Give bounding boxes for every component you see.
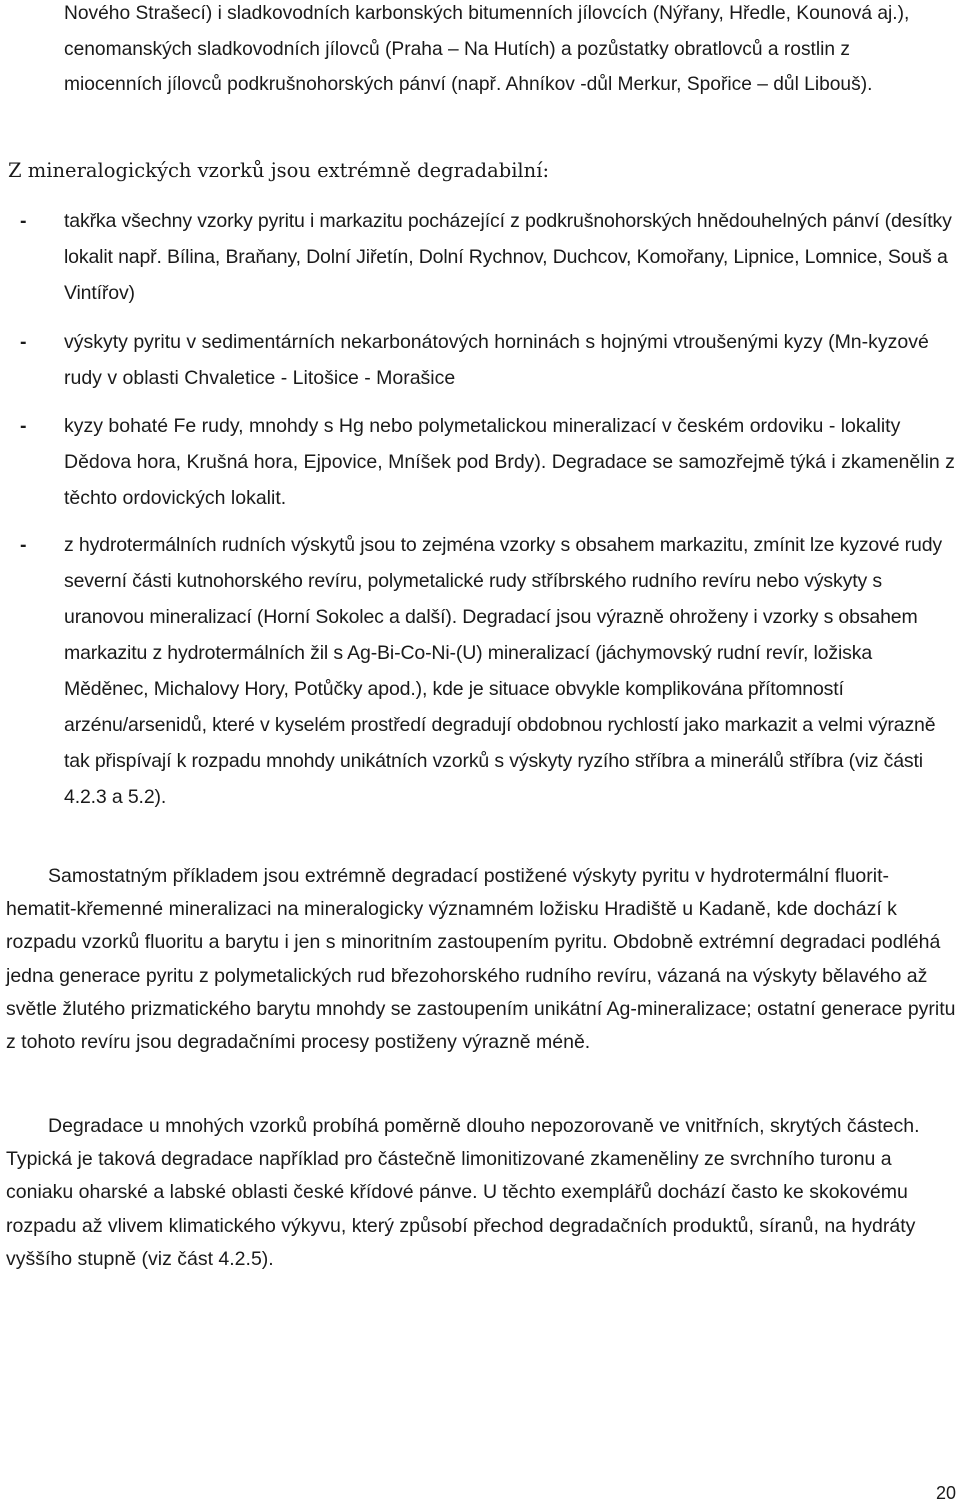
section-heading: Z mineralogických vzorků jsou extrémně degradabilní:: [8, 159, 550, 182]
bullet-text: z hydrotermálních rudních výskytů jsou to zejména vzorky s obsahem markazitu, zmínit lze kyzové rudy severní části kutnohorského revíru, polymetalické rudy stříbrského rudního revíru nebo výskyty s uranovou mineralizací (Horní Sokolec a další). Degradací jsou výrazně ohroženy i vzorky s obsahem markazitu z hydrotermálních žil s Ag-Bi-Co-Ni-(U) mineralizací (jáchymovský rudní revír, ložiska Měděnec, Michalovy Hory, Potůčky apod.), kde je situace obvykle komplikována přítomností arzénu/arsenidů, které v kyselém prostředí degradují obdobnou rychlostí jako markazit a velmi výrazně tak přispívají k rozpadu mnohdy unikátních vzorků s výskyty ryzího stříbra a minerálů stříbra (viz části 4.2.3 a 5.2).: [64, 534, 943, 808]
page-number: 20: [935, 1483, 956, 1503]
bullet-text: výskyty pyritu v sedimentárních nekarbonátových horninách s hojnými vtroušenými kyzy (Mn-kyzové rudy v oblasti Chvaletice - Litošice - Morašice: [64, 331, 929, 389]
bullet-text: kyzy bohaté Fe rudy, mnohdy s Hg nebo polymetalickou mineralizací v českém ordoviku - lokality Dědova hora, Krušná hora, Ejpovice, Mníšek pod Brdy). Degradace se samozřejmě týká i zkamenělin z těchto ordovických lokalit.: [64, 415, 955, 509]
intro-paragraph: Nového Strašecí) i sladkovodních karbonských bitumenních jílovcích (Nýřany, Hředle, Kounová aj.), cenomanských sladkovodních jílovců (Praha – Na Hutích) a pozůstatky obratlovců a rostlin z miocenních jílovců podkrušnohorských pánví (např. Ahníkov -důl Merkur, Spořice – důl Libouš).: [64, 3, 910, 95]
bullet-dash: -: [20, 210, 27, 232]
bullet-text: takřka všechny vzorky pyritu i markazitu pocházející z podkrušnohorských hnědouhelných pánví (desítky lokalit např. Bílina, Braňany, Dolní Jiřetín, Dolní Rychnov, Duchcov, Komořany, Lipnice, Lomnice, Souš a Vintířov): [64, 210, 952, 304]
bullet-dash: -: [20, 331, 27, 353]
body-paragraph: Degradace u mnohých vzorků probíhá poměrně dlouho nepozorovaně ve vnitřních, skrytých částech. Typická je taková degradace například pro částečně limonitizované zkameněliny ze svrchního turonu a coniaku oharské a labské oblasti české křídové pánve. U těchto exemplářů dochází často ke skokovému rozpadu až vlivem klimatického výkyvu, který způsobí přechod degradačních produktů, síranů, na hydráty vyššího stupně (viz část 4.2.5).: [6, 1115, 920, 1270]
body-paragraph: Samostatným příkladem jsou extrémně degradací postižené výskyty pyritu v hydrotermální fluorit-hematit-křemenné mineralizaci na mineralogicky významném ložisku Hradiště u Kadaně, kde dochází k rozpadu vzorků fluoritu a barytu i jen s minoritním zastoupením pyritu. Obdobně extrémní degradaci podléhá jedna generace pyritu z polymetalických rud březohorského rudního revíru, vázaná na výskyty bělavého až světle žlutého prizmatického barytu mnohdy se zastoupením unikátní Ag-mineralizace; ostatní generace pyritu z tohoto revíru jsou degradačními procesy postiženy výrazně méně.: [6, 865, 956, 1054]
bullet-dash: -: [20, 415, 27, 437]
bullet-dash: -: [20, 534, 27, 556]
